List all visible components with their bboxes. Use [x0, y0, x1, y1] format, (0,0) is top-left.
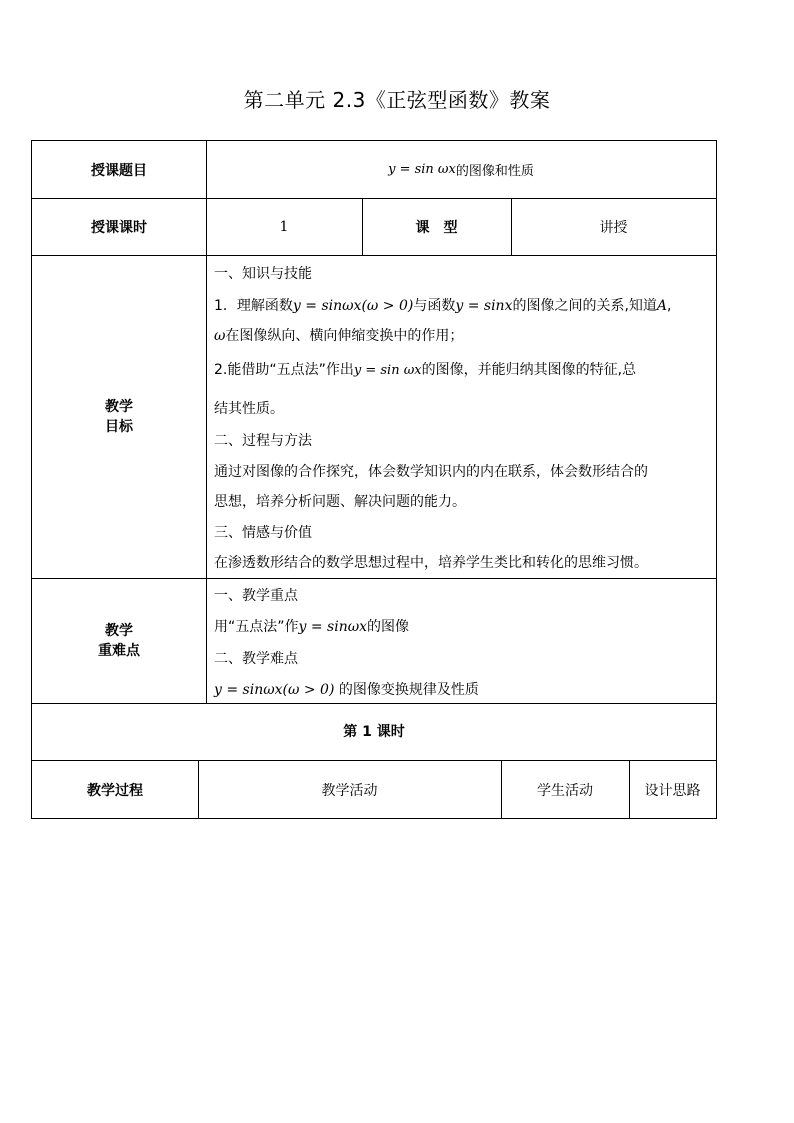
keypoints-label [32, 578, 206, 703]
goals-line-3: 2.能借助“五点法”作出y = sin ωx的图像，并能归纳其图像的特征,总 [214, 362, 637, 378]
goals-label-line1: 教学 [105, 398, 133, 415]
goals-label-line2: 目标 [105, 418, 133, 435]
symbol-a: A [656, 298, 668, 314]
formula-sinwx-condition: y = sinωx(ω > 0) [214, 682, 335, 698]
topic-formula: y = sin ωx [388, 162, 456, 177]
symbol-omega: ω [214, 328, 226, 344]
keypoints-line-2: y = sinωx(ω > 0) 的图像变换规律及性质 [214, 682, 479, 698]
goals-heading-1: 一、知识与技能 [214, 266, 312, 282]
process-label: 教学过程 [87, 782, 143, 799]
formula-sin-wx: y = sin ωx [353, 363, 422, 378]
keypoints-heading-1: 一、教学重点 [214, 588, 298, 604]
goals-heading-3: 三、情感与价值 [214, 525, 312, 541]
goals-label [32, 255, 206, 578]
keypoints-content [214, 578, 714, 703]
topic-value [206, 141, 716, 198]
goals-line-4: 结其性质。 [214, 401, 284, 417]
hours-value: 1 [279, 218, 289, 235]
process-col-teaching: 教学活动 [321, 782, 378, 799]
goals-line-2: ω在图像纵向、横向伸缩变换中的作用； [214, 328, 464, 344]
goals-line-5: 通过对图像的合作探究，体会数学知识内的内在联系，体会数形结合的 [214, 464, 648, 480]
keypoints-heading-2: 二、教学难点 [214, 651, 298, 667]
topic-suffix: 的图像和性质 [455, 164, 534, 179]
formula-sinwx-positive: y = sinωx(ω > 0) [292, 298, 414, 314]
topic-label: 授课题目 [91, 162, 147, 179]
session-row [31, 702, 717, 761]
goals-line-7: 在渗透数形结合的数学思想过程中，培养学生类比和转化的思维习惯。 [214, 555, 648, 571]
hours-label: 授课课时 [91, 219, 147, 236]
type-value: 讲授 [599, 219, 628, 236]
keypoints-label-line1: 教学 [105, 622, 133, 639]
keypoints-label-line2: 重难点 [98, 642, 140, 659]
formula-sinwx: y = sinωx [298, 619, 368, 635]
goals-heading-2: 二、过程与方法 [214, 433, 312, 449]
goals-line-6: 思想，培养分析问题、解决问题的能力。 [214, 494, 466, 510]
process-header-row [31, 760, 717, 819]
process-col-design: 设计思路 [644, 782, 701, 799]
document-title: 第二单元 2.3《正弦型函数》教案 [243, 88, 551, 112]
process-col-student: 学生活动 [537, 782, 593, 799]
lesson-table [31, 140, 717, 704]
goals-content [214, 255, 714, 578]
goals-line-1: 1．理解函数y = sinωx(ω > 0)与函数y = sinx的图像之间的关系,知道A, [214, 298, 672, 314]
session-label: 第 1 课时 [343, 724, 405, 740]
keypoints-line-1: 用“五点法”作y = sinωx的图像 [214, 619, 410, 635]
type-label: 课 型 [415, 219, 458, 236]
formula-sinx: y = sinx [455, 298, 513, 314]
